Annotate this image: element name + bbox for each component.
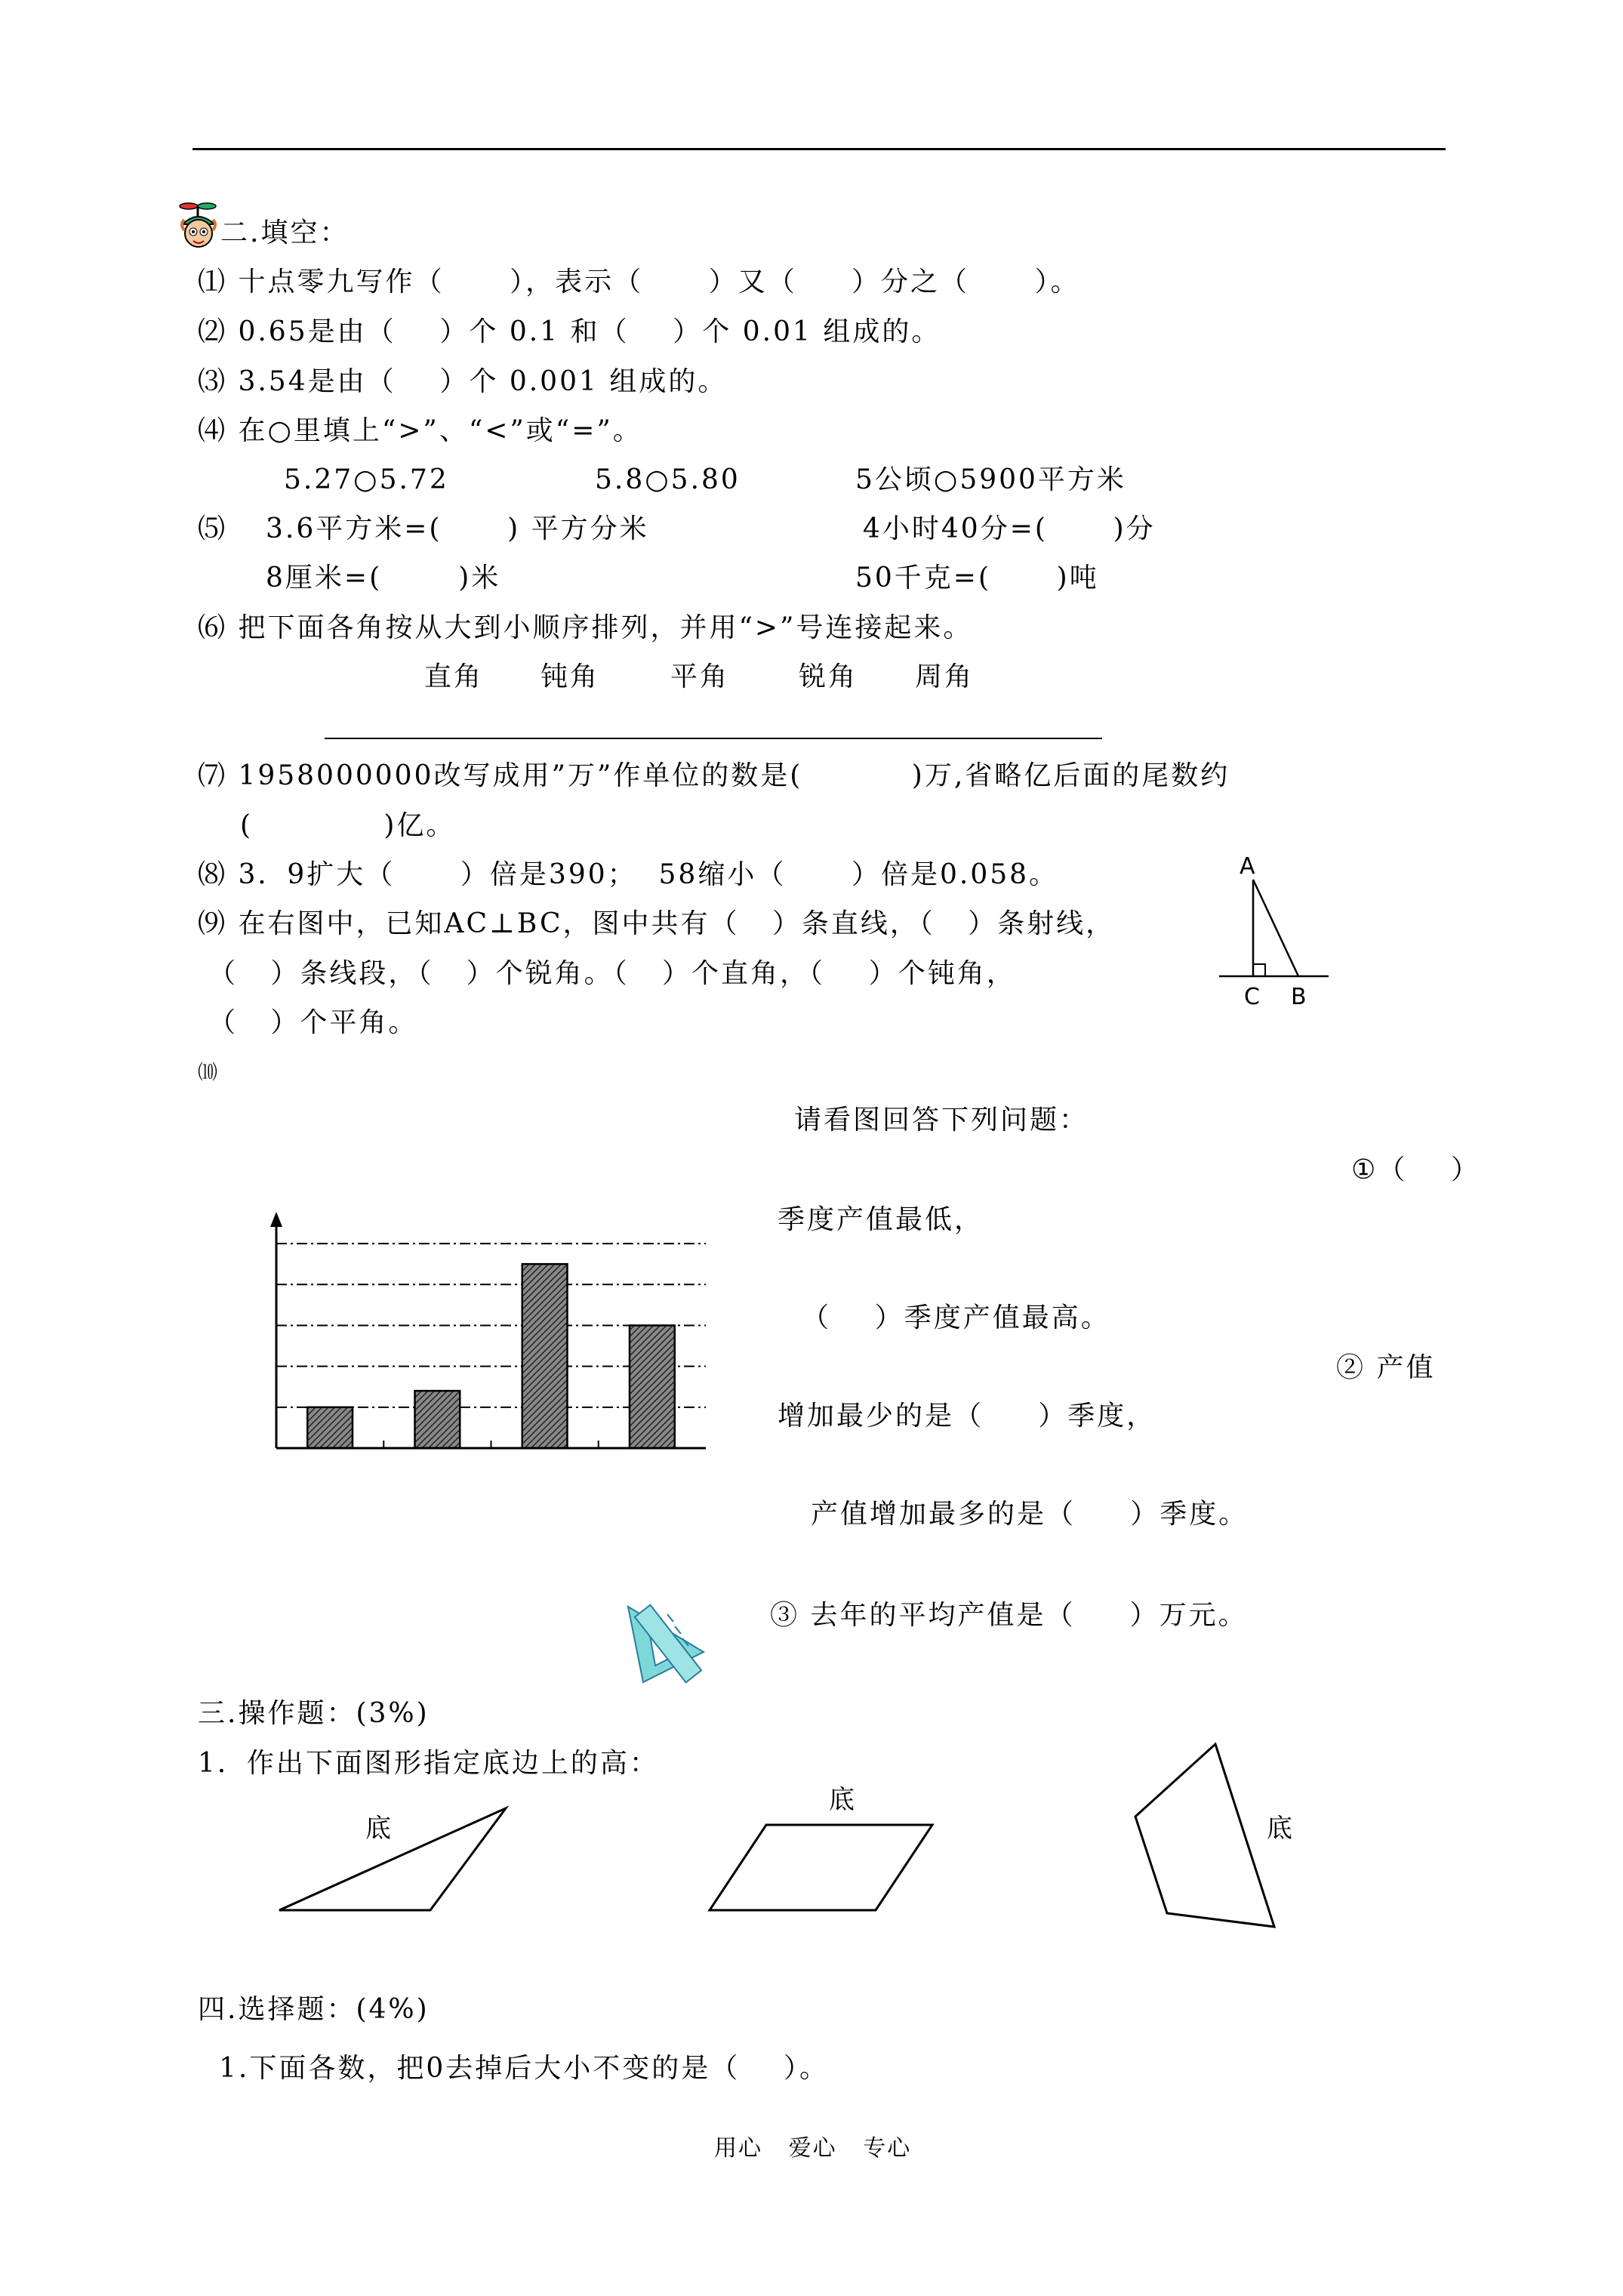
header-rule [192, 148, 1446, 150]
question-9-line-1: ⑼ 在右图中，已知AC⊥BC，图中共有（ ）条直线，（ ）条射线， [198, 908, 1116, 939]
vertex-b-label: B [1291, 984, 1307, 1010]
question-4-b: 5.8○5.80 [595, 464, 741, 495]
angle-label: 钝角 [540, 661, 600, 692]
question-10-prompt: 请看图回答下列问题： [794, 1105, 1089, 1136]
question-8: ⑻ 3．9扩大（ ）倍是390； 58缩小（ ）倍是0.058。 [198, 859, 1059, 890]
parallelogram-base-label: 底 [829, 1785, 857, 1815]
question-9-line-2: （ ）条线段，（ ）个锐角。（ ）个直角，（ ）个钝角， [208, 958, 1016, 989]
question-9-line-3: （ ）个平角。 [208, 1007, 418, 1038]
question-10-item-1-text-2: （ ）季度产值最高。 [802, 1302, 1110, 1333]
question-5-b: 4小时40分=( )分 [863, 513, 1156, 544]
question-4-c: 5公顷○5900平方米 [855, 464, 1126, 495]
section2-title: 二.填空： [220, 217, 350, 248]
question-2: ⑵ 0.65是由（ ）个 0.1 和（ ）个 0.01 组成的。 [198, 316, 941, 347]
angle-label: 周角 [915, 661, 975, 692]
page-footer: 用心 爱心 专心 [714, 2135, 912, 2162]
section3-question-1: 1．作出下面图形指定底边上的高： [198, 1748, 659, 1779]
triangle-shape [272, 1789, 521, 1918]
y-axis-arrow-icon [270, 1212, 282, 1227]
question-4-a: 5.27○5.72 [284, 464, 449, 495]
chart-bar [307, 1407, 353, 1448]
angle-label: 直角 [424, 661, 484, 692]
parallelogram-shape [702, 1816, 951, 1922]
question-10-item-3: ③ 去年的平均产值是（ ）万元。 [770, 1600, 1248, 1631]
vertex-c-label: C [1244, 984, 1260, 1010]
question-10-item-2-number: ② 产值 [1336, 1352, 1436, 1383]
question-7-line-2: ( )亿。 [240, 810, 456, 841]
quadrilateral-base-label: 底 [1267, 1814, 1295, 1844]
question-7-line-1: ⑺ 1958000000改写成用”万”作单位的数是( )万,省略亿后面的尾数约 [198, 760, 1230, 791]
chart-bar [415, 1391, 460, 1448]
triangle-base-label: 底 [365, 1814, 393, 1844]
section4-question-1: 1.下面各数，把0去掉后大小不变的是（ ）。 [219, 2053, 830, 2084]
question-4: ⑷ 在○里填上“>”、“<”或“=”。 [198, 415, 642, 446]
question-6: ⑹ 把下面各角按从大到小顺序排列，并用“>”号连接起来。 [198, 612, 973, 643]
question-1: ⑴ 十点零九写作（ ），表示（ ）又（ ）分之（ ）。 [198, 267, 1080, 297]
question-10-item-2-text-2: 产值增加最多的是（ ）季度。 [811, 1499, 1249, 1530]
question-5-d: 50千克=( )吨 [855, 562, 1099, 593]
section3-title: 三.操作题：(3%) [198, 1698, 430, 1729]
section4-title: 四.选择题：(4%) [198, 1994, 430, 2025]
question-10-item-2-text: 增加最少的是（ ）季度， [778, 1401, 1156, 1432]
chart-bar [522, 1264, 568, 1448]
question-5-a: 3.6平方米=( ) 平方分米 [266, 513, 649, 544]
angle-label: 锐角 [799, 661, 858, 692]
question-10-item-1-text: 季度产值最低， [778, 1204, 984, 1235]
vertex-a-label: A [1240, 853, 1255, 880]
question-3: ⑶ 3.54是由（ ）个 0.001 组成的。 [198, 366, 728, 397]
question-5-number: ⑸ [198, 513, 228, 544]
ruler-triangle-icon [613, 1592, 719, 1690]
question-10-number: ⑽ [198, 1062, 220, 1084]
answer-line [325, 738, 1102, 739]
quadrilateral-shape [1125, 1737, 1291, 1933]
question-10-item-1-number: ①（ ） [1351, 1154, 1481, 1185]
chart-bar [630, 1325, 675, 1448]
production-bar-chart [264, 1208, 717, 1457]
right-triangle-figure [1215, 849, 1344, 1015]
cartoon-kid-icon [175, 200, 222, 253]
angle-label: 平角 [670, 661, 730, 692]
question-5-c: 8厘米=( )米 [266, 562, 501, 593]
